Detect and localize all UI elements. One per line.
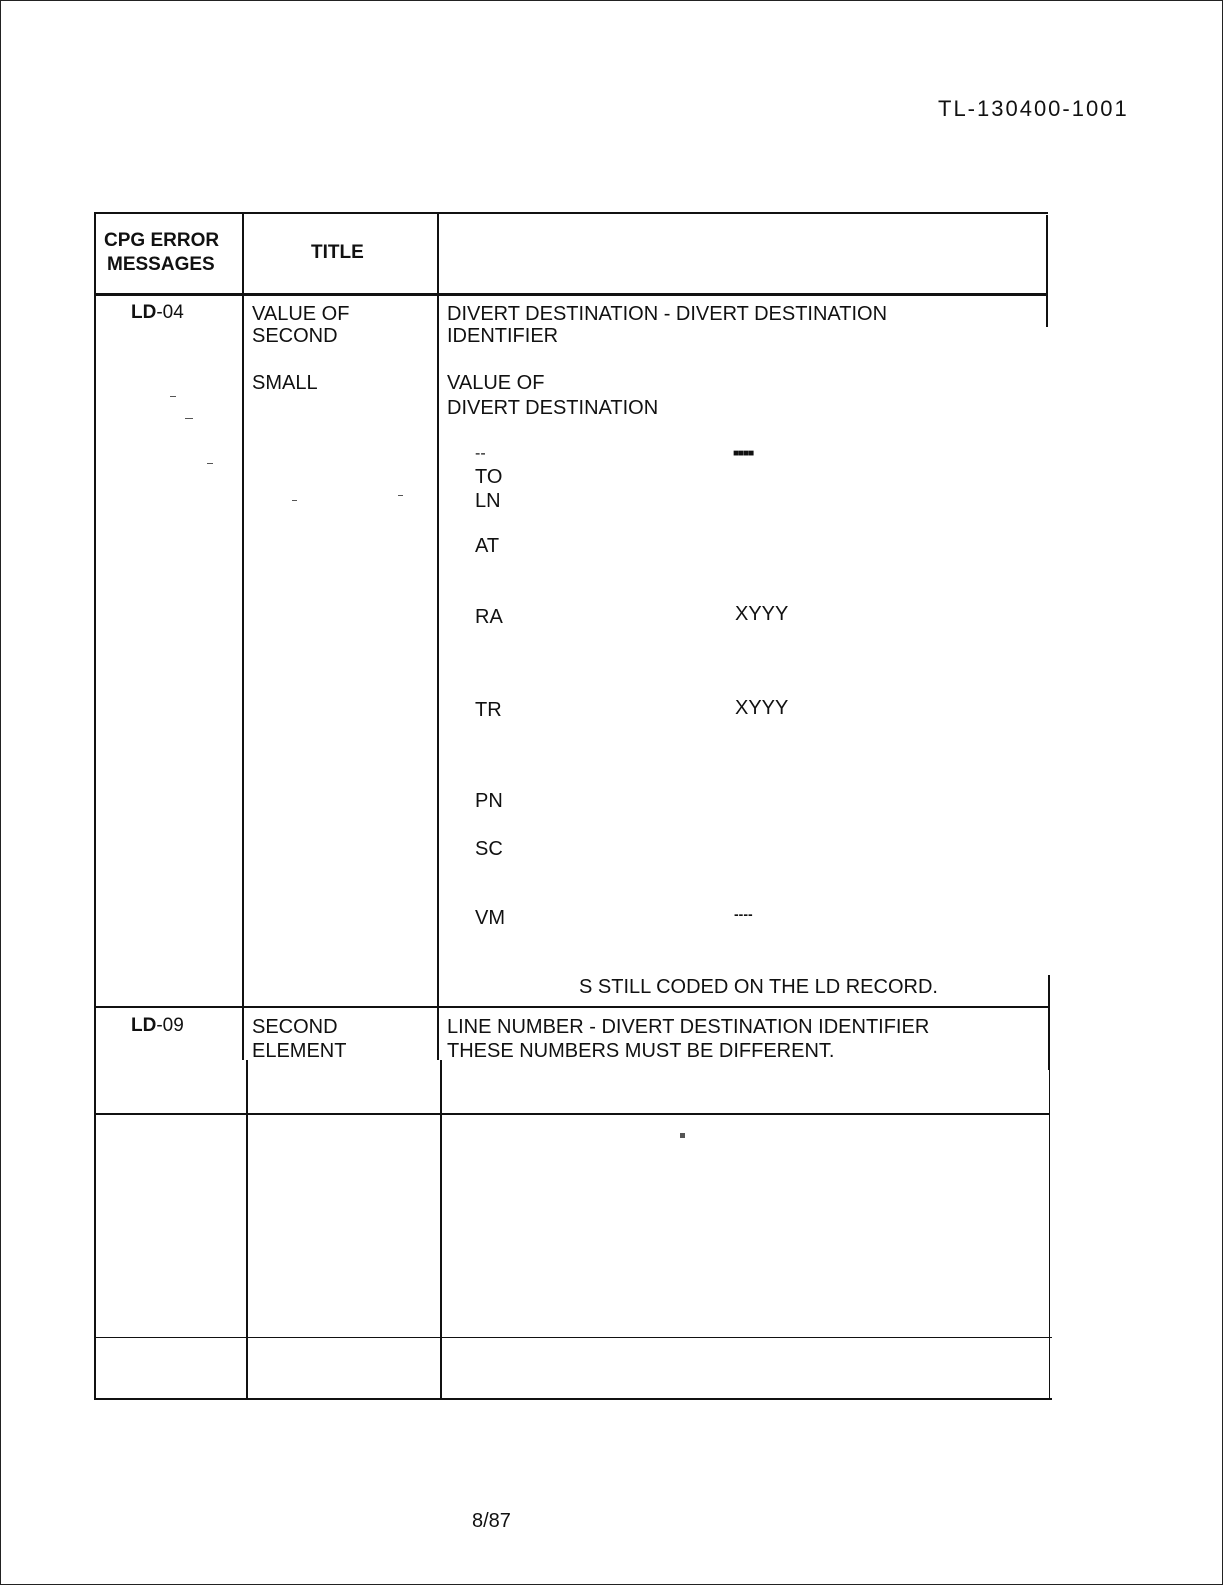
column-divider-1-lower (246, 1060, 248, 1400)
divert-code: PN (475, 790, 503, 812)
scan-speck (170, 396, 176, 397)
header-code-line1: CPG ERROR (104, 230, 220, 251)
header-rule (94, 293, 1048, 296)
divert-value: XYYY (735, 603, 789, 625)
table-border-left (94, 212, 96, 1400)
column-divider-2-lower (440, 1060, 442, 1400)
scan-speck (185, 418, 193, 419)
scan-speck (398, 495, 403, 496)
divert-code: VM (475, 907, 505, 929)
divert-code: -- (475, 445, 486, 462)
row-divider-2 (94, 1113, 1050, 1115)
divert-code: TO (475, 466, 503, 488)
page-footer: 8/87 (472, 1510, 511, 1532)
divert-value: ■■■■ (733, 448, 754, 459)
divert-code: SC (475, 838, 503, 860)
row-title-line: ELEMENT (252, 1040, 347, 1062)
error-code-ld-04: LD-04 (131, 302, 184, 323)
error-code-ld-09: LD-09 (131, 1015, 184, 1036)
divert-value: ---- (734, 906, 753, 922)
document-number: TL-130400-1001 (938, 96, 1129, 121)
row-description-line: VALUE OF (447, 372, 545, 394)
row-description-line: DIVERT DESTINATION (447, 397, 659, 419)
table-border-right-upper (1046, 215, 1048, 327)
row-title-line: SMALL (252, 372, 318, 394)
divert-code: TR (475, 699, 502, 721)
scan-speck (680, 1133, 685, 1138)
row-description-line: LINE NUMBER - DIVERT DESTINATION IDENTIFIER (447, 1016, 930, 1038)
row-divider-3 (94, 1337, 1052, 1338)
row-divider-1 (94, 1006, 1050, 1008)
table-border-right-lower (1049, 1070, 1050, 1400)
column-divider-2-upper (437, 212, 439, 1060)
divert-value: XYYY (735, 697, 789, 719)
row-title-line: SECOND (252, 325, 338, 347)
row-description-line: IDENTIFIER (447, 325, 559, 347)
row-title-line: SECOND (252, 1016, 338, 1038)
header-code-line2: MESSAGES (107, 254, 215, 275)
table-border-top (94, 212, 1048, 214)
row-title-line: VALUE OF (252, 303, 350, 325)
divert-code: LN (475, 490, 501, 512)
table-border-right-mid (1048, 975, 1050, 1070)
row-description-line: THESE NUMBERS MUST BE DIFFERENT. (447, 1040, 835, 1062)
header-title: TITLE (311, 242, 364, 263)
column-divider-1-upper (242, 212, 244, 1060)
divert-code: RA (475, 606, 503, 628)
scan-speck (292, 500, 297, 501)
scan-speck (207, 463, 213, 464)
row-description-line: DIVERT DESTINATION - DIVERT DESTINATION (447, 303, 888, 325)
table-border-bottom (94, 1398, 1052, 1400)
row-footnote: S STILL CODED ON THE LD RECORD. (579, 976, 938, 998)
divert-code: AT (475, 535, 500, 557)
